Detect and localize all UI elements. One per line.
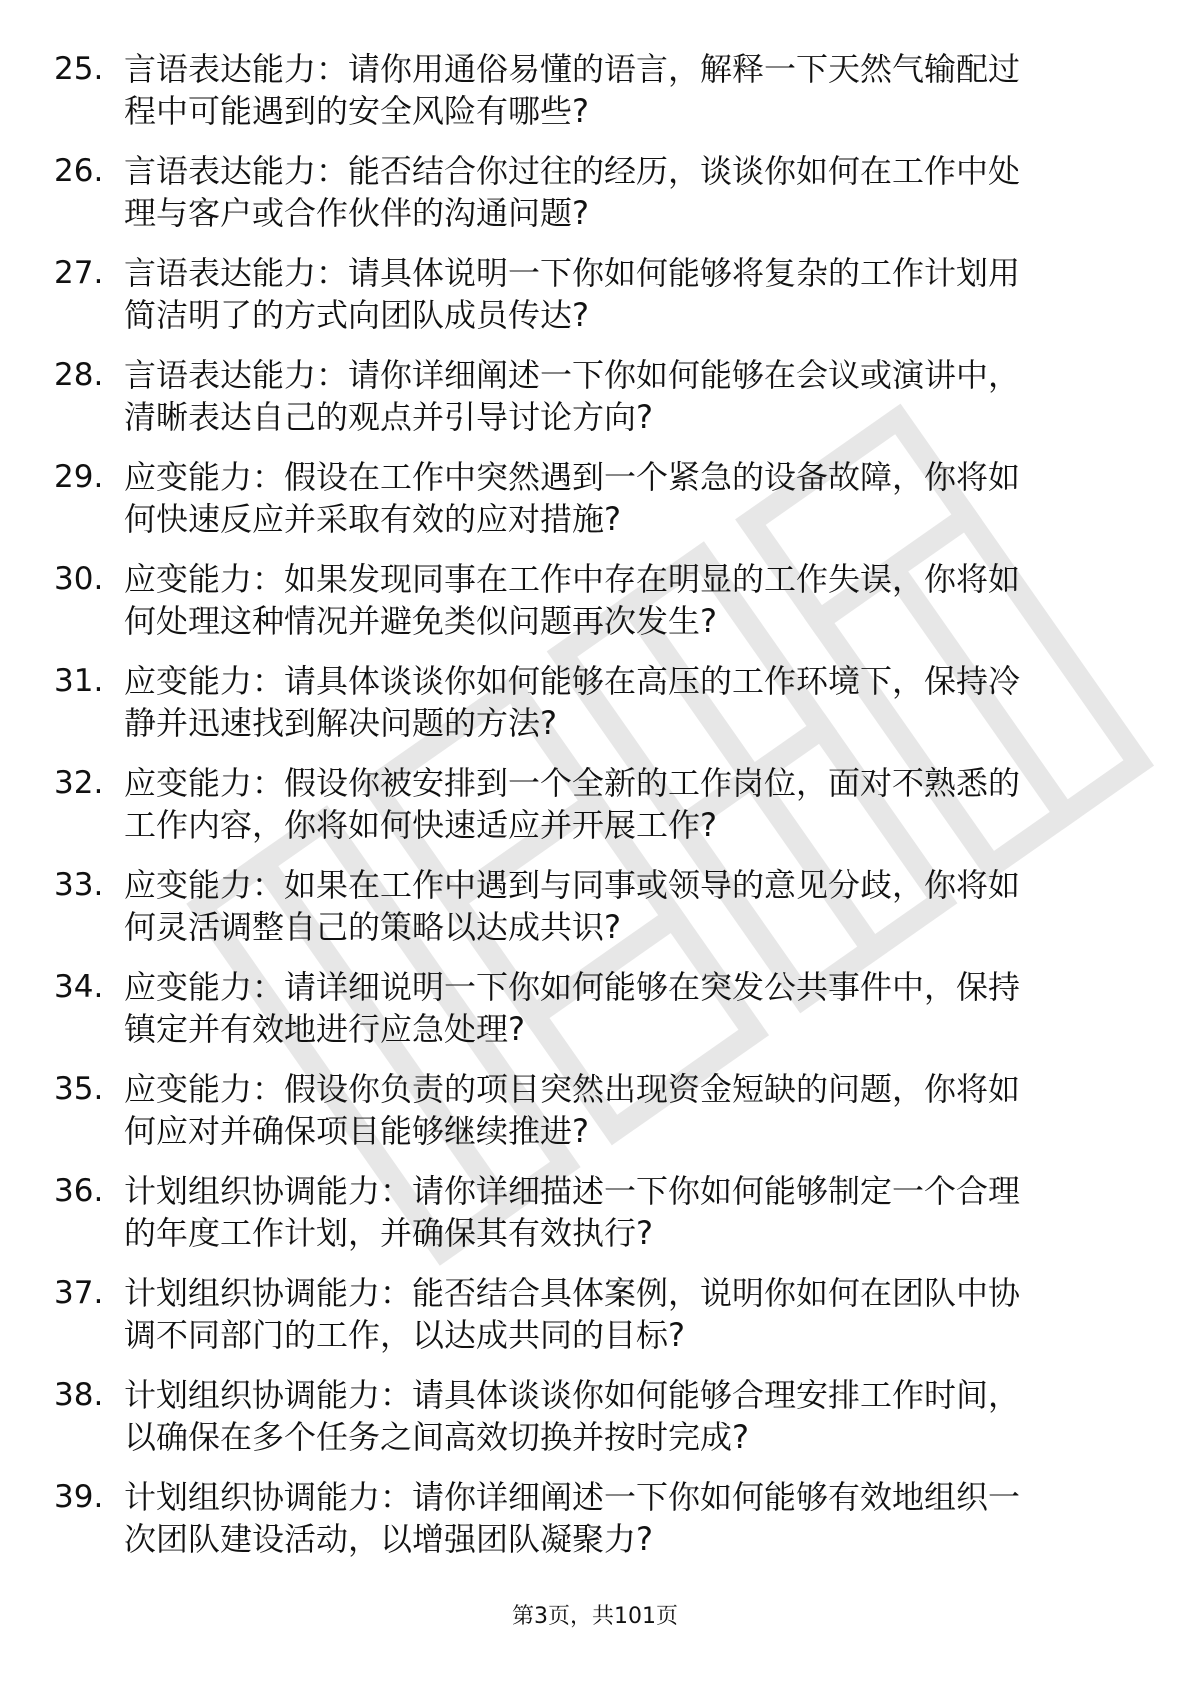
question-number: 31. (54, 663, 104, 699)
question-number: 37. (54, 1275, 104, 1311)
question-item (54, 762, 1144, 864)
question-item (54, 1068, 1144, 1170)
question-number: 38. (54, 1377, 104, 1413)
question-line: 应变能力：假设你被安排到一个全新的工作岗位，面对不熟悉的 (124, 764, 1021, 802)
question-line: 理与客户或合作伙伴的沟通问题? (124, 194, 589, 232)
question-line: 何应对并确保项目能够继续推进? (124, 1112, 589, 1150)
question-number: 28. (54, 357, 104, 393)
question-line: 应变能力：请具体谈谈你如何能够在高压的工作环境下，保持冷 (124, 662, 1021, 700)
question-text (124, 252, 1144, 336)
question-line: 清晰表达自己的观点并引导讨论方向? (124, 398, 653, 436)
question-line: 言语表达能力：请具体说明一下你如何能够将复杂的工作计划用 (124, 254, 1021, 292)
question-line: 应变能力：如果在工作中遇到与同事或领导的意见分歧，你将如 (124, 866, 1021, 904)
question-line: 何处理这种情况并避免类似问题再次发生? (124, 602, 717, 640)
question-text (124, 864, 1144, 948)
question-item (54, 864, 1144, 966)
question-text (124, 1272, 1144, 1356)
question-item (54, 966, 1144, 1068)
question-line: 次团队建设活动，以增强团队凝聚力? (124, 1520, 653, 1558)
question-line: 计划组织协调能力：能否结合具体案例，说明你如何在团队中协 (124, 1274, 1021, 1312)
question-line: 简洁明了的方式向团队成员传达? (124, 296, 589, 334)
question-item (54, 150, 1144, 252)
question-text (124, 1170, 1144, 1254)
question-line: 何灵活调整自己的策略以达成共识? (124, 908, 621, 946)
question-text (124, 966, 1144, 1050)
question-number: 33. (54, 867, 104, 903)
question-text (124, 456, 1144, 540)
question-item (54, 1170, 1144, 1272)
question-item (54, 1476, 1144, 1578)
question-text (124, 354, 1144, 438)
question-text (124, 762, 1144, 846)
question-item (54, 1272, 1144, 1374)
question-number: 34. (54, 969, 104, 1005)
question-line: 计划组织协调能力：请具体谈谈你如何能够合理安排工作时间， (124, 1376, 1021, 1414)
question-number: 29. (54, 459, 104, 495)
question-line: 言语表达能力：能否结合你过往的经历，谈谈你如何在工作中处 (124, 152, 1021, 190)
question-text (124, 1374, 1144, 1458)
question-text (124, 48, 1144, 132)
question-number: 36. (54, 1173, 104, 1209)
question-list (54, 48, 1144, 1578)
question-line: 镇定并有效地进行应急处理? (124, 1010, 525, 1048)
question-item (54, 48, 1144, 150)
question-line: 计划组织协调能力：请你详细阐述一下你如何能够有效地组织一 (124, 1478, 1021, 1516)
question-number: 30. (54, 561, 104, 597)
question-text (124, 558, 1144, 642)
question-item (54, 558, 1144, 660)
question-line: 工作内容，你将如何快速适应并开展工作? (124, 806, 717, 844)
question-text (124, 150, 1144, 234)
question-line: 程中可能遇到的安全风险有哪些? (124, 92, 589, 130)
page-footer: 第3页，共101页 (512, 1604, 678, 1629)
question-line: 以确保在多个任务之间高效切换并按时完成? (124, 1418, 749, 1456)
question-line: 调不同部门的工作，以达成共同的目标? (124, 1316, 685, 1354)
question-line: 静并迅速找到解决问题的方法? (124, 704, 557, 742)
question-number: 27. (54, 255, 104, 291)
question-item (54, 456, 1144, 558)
question-text (124, 1068, 1144, 1152)
question-item (54, 354, 1144, 456)
question-line: 言语表达能力：请你详细阐述一下你如何能够在会议或演讲中， (124, 356, 1021, 394)
question-line: 应变能力：请详细说明一下你如何能够在突发公共事件中，保持 (124, 968, 1021, 1006)
question-number: 39. (54, 1479, 104, 1515)
question-line: 应变能力：假设在工作中突然遇到一个紧急的设备故障，你将如 (124, 458, 1021, 496)
question-item (54, 660, 1144, 762)
question-number: 32. (54, 765, 104, 801)
question-line: 应变能力：假设你负责的项目突然出现资金短缺的问题，你将如 (124, 1070, 1021, 1108)
question-number: 26. (54, 153, 104, 189)
question-line: 何快速反应并采取有效的应对措施? (124, 500, 621, 538)
question-number: 35. (54, 1071, 104, 1107)
question-line: 应变能力：如果发现同事在工作中存在明显的工作失误，你将如 (124, 560, 1021, 598)
question-line: 言语表达能力：请你用通俗易懂的语言，解释一下天然气输配过 (124, 50, 1021, 88)
question-line: 的年度工作计划，并确保其有效执行? (124, 1214, 653, 1252)
question-item (54, 252, 1144, 354)
question-text (124, 1476, 1144, 1560)
question-item (54, 1374, 1144, 1476)
question-line: 计划组织协调能力：请你详细描述一下你如何能够制定一个合理 (124, 1172, 1021, 1210)
question-text (124, 660, 1144, 744)
question-number: 25. (54, 51, 104, 87)
